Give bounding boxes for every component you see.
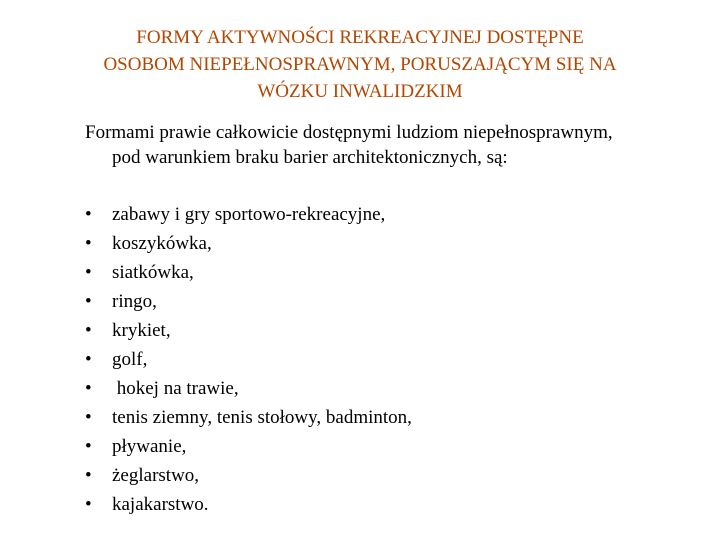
list-item-text: krykiet, — [112, 320, 171, 341]
bullet-icon: • — [85, 262, 92, 283]
title-line-1: FORMY AKTYWNOŚCI REKREACYJNEJ DOSTĘPNE — [136, 27, 584, 48]
list-item — [85, 374, 412, 403]
activity-list — [85, 200, 412, 519]
list-item-text: ringo, — [112, 291, 157, 312]
list-item-text: tenis ziemny, tenis stołowy, badminton, — [112, 407, 412, 428]
intro-line-2: pod warunkiem braku barier architektonicznych, są: — [112, 147, 508, 168]
bullet-icon: • — [85, 320, 92, 341]
list-item-text: siatkówka, — [112, 262, 194, 283]
list-item-text: golf, — [112, 349, 148, 370]
bullet-icon: • — [85, 378, 92, 399]
bullet-icon: • — [85, 436, 92, 457]
list-item — [85, 258, 412, 287]
bullet-icon: • — [85, 465, 92, 486]
list-item — [85, 461, 412, 490]
list-item — [85, 345, 412, 374]
list-item — [85, 490, 412, 519]
bullet-icon: • — [85, 349, 92, 370]
list-item — [85, 287, 412, 316]
list-item — [85, 229, 412, 258]
title-line-3: WÓZKU INWALIDZKIM — [257, 81, 463, 102]
list-item — [85, 403, 412, 432]
list-item-text: pływanie, — [112, 436, 187, 457]
bullet-icon: • — [85, 291, 92, 312]
slide-title — [40, 24, 680, 105]
list-item-text: hokej na trawie, — [112, 378, 239, 399]
list-item-text: żeglarstwo, — [112, 465, 200, 486]
list-item-text: koszykówka, — [112, 233, 212, 254]
bullet-icon: • — [85, 233, 92, 254]
intro-paragraph — [85, 120, 613, 170]
bullet-icon: • — [85, 204, 92, 225]
title-line-2: OSOBOM NIEPEŁNOSPRAWNYM, PORUSZAJĄCYM SIĘ NA — [103, 54, 617, 75]
list-item-text: zabawy i gry sportowo-rekreacyjne, — [112, 204, 386, 225]
bullet-icon: • — [85, 407, 92, 428]
list-item — [85, 200, 412, 229]
list-item — [85, 432, 412, 461]
intro-line-1: Formami prawie całkowicie dostępnymi ludziom niepełnosprawnym, — [85, 122, 613, 143]
list-item — [85, 316, 412, 345]
bullet-icon: • — [85, 494, 92, 515]
list-item-text: kajakarstwo. — [112, 494, 209, 515]
